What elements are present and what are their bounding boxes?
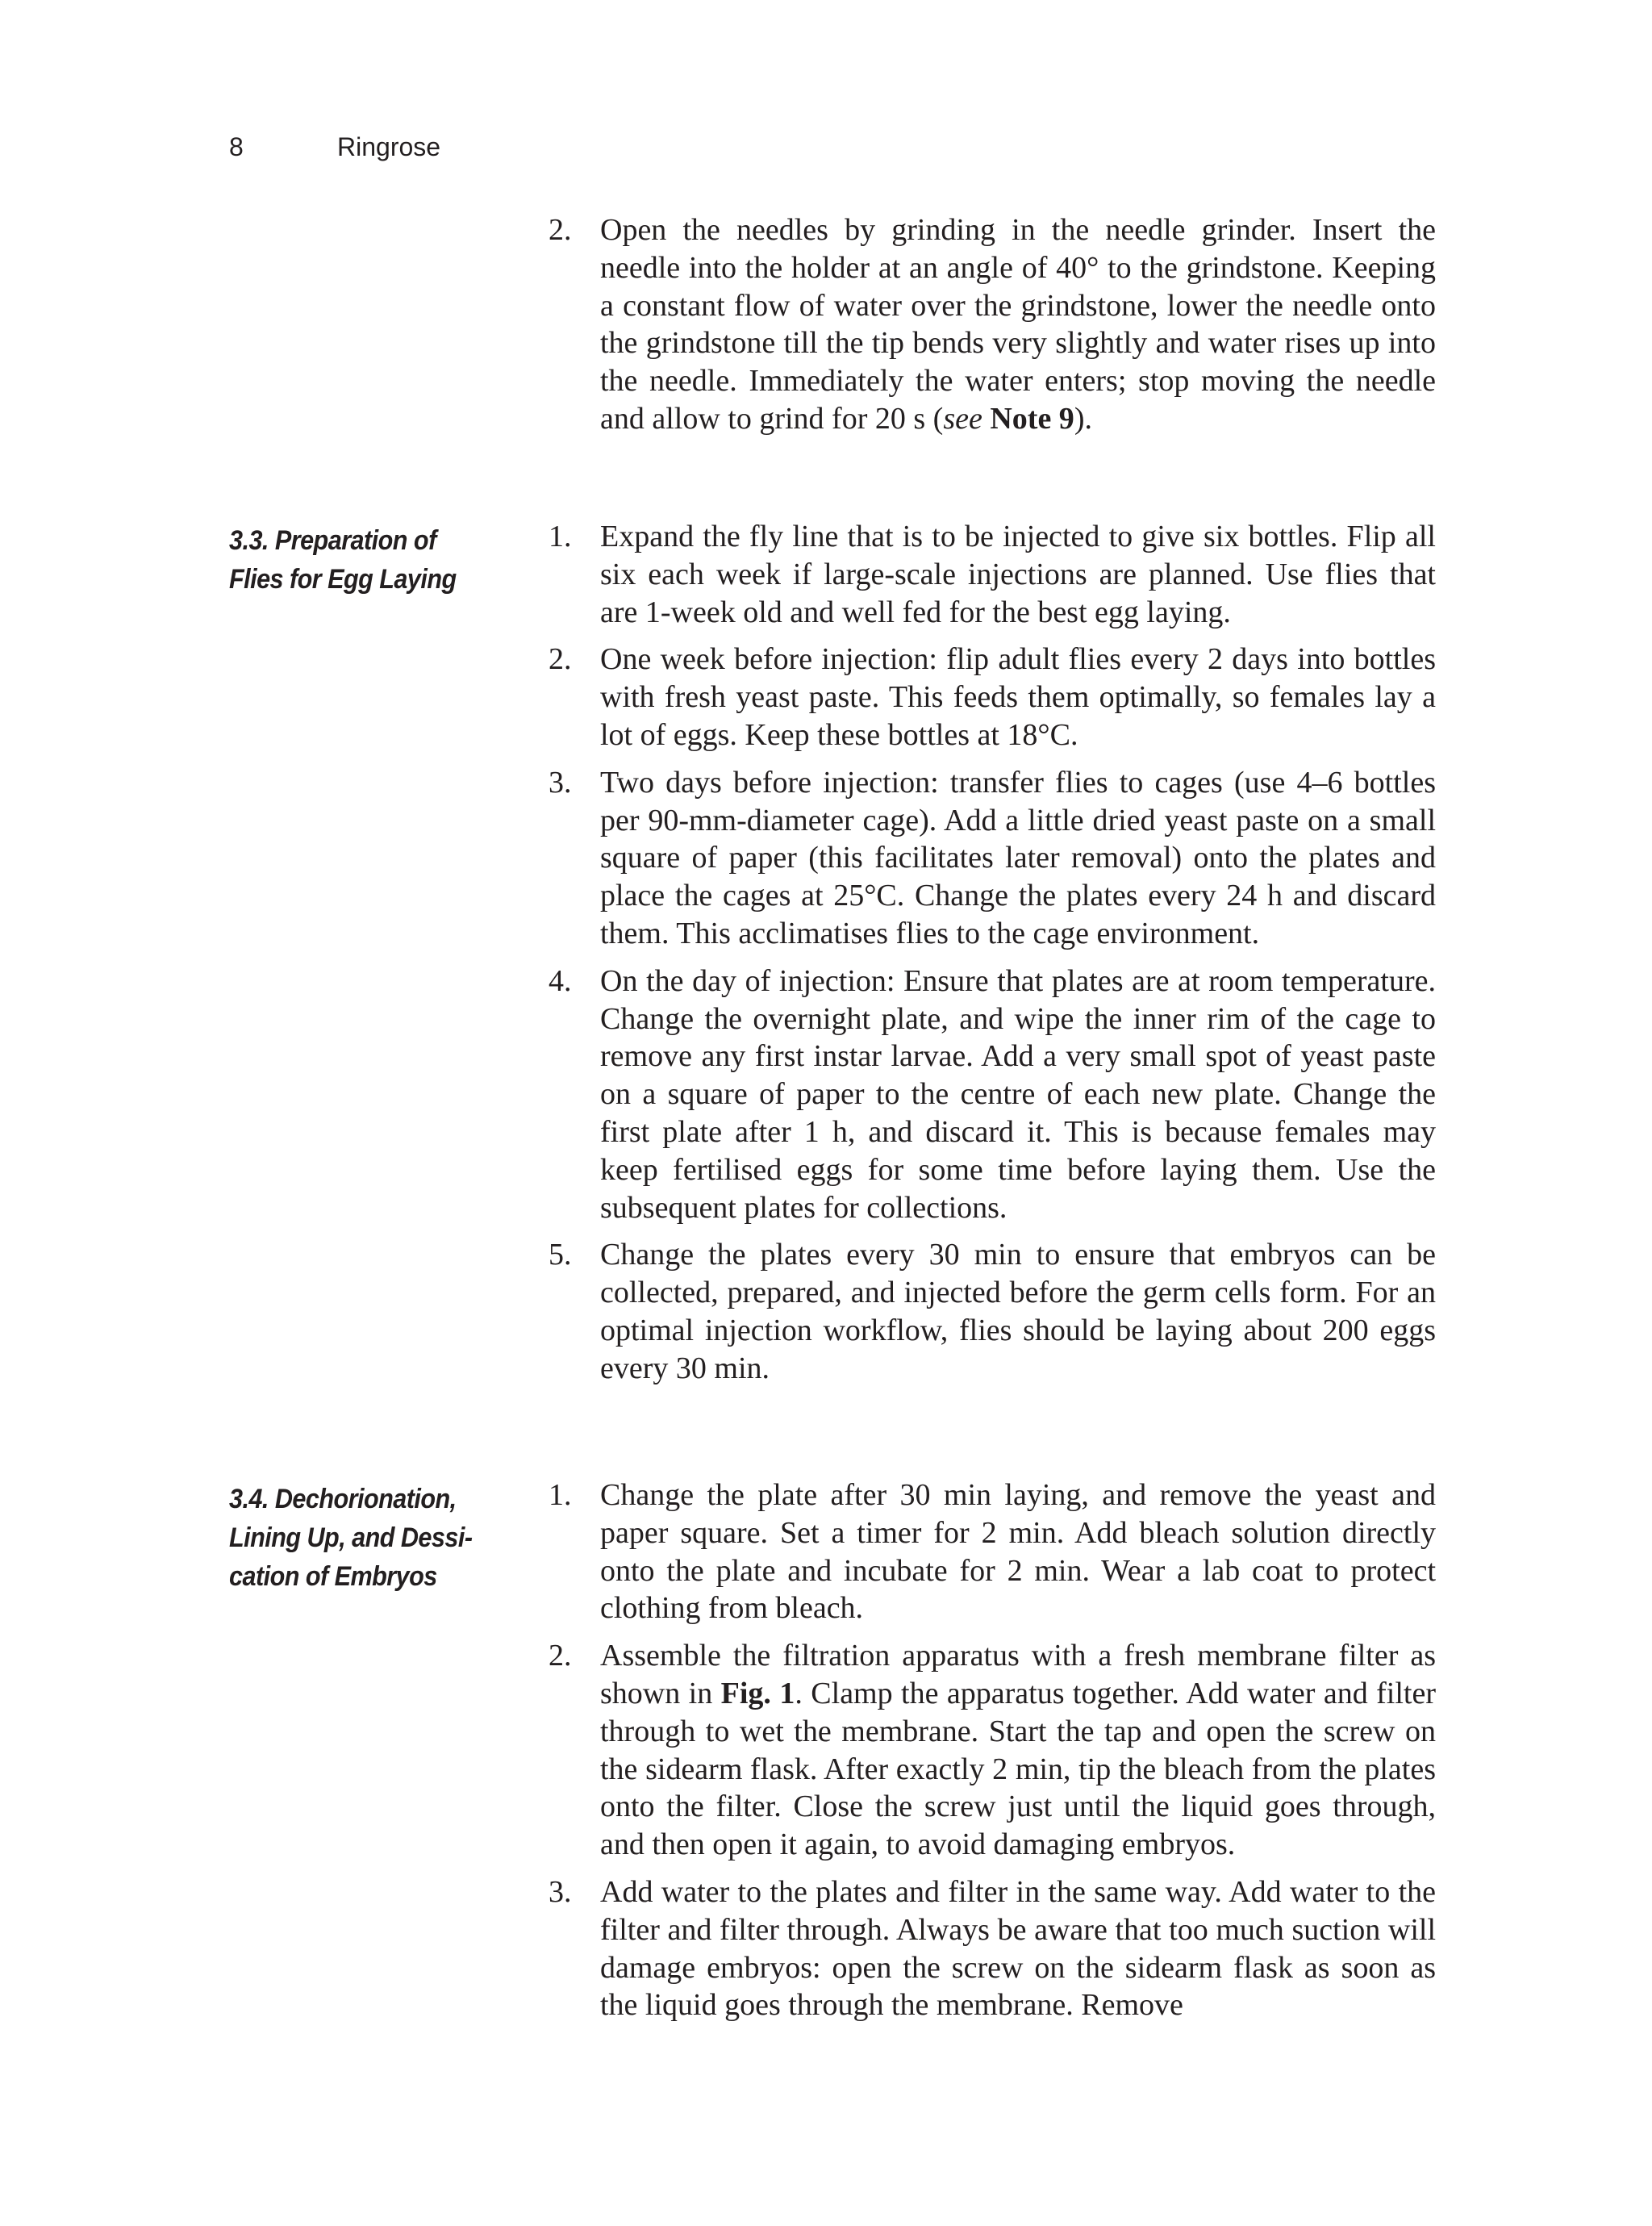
running-head-author: Ringrose (337, 132, 441, 161)
section-heading-3-3: 3.3. Preparation of Flies for Egg Laying (229, 525, 457, 595)
item-text: Two days before injection: transfer flies to cages (use 4–6 bottles per 90-mm-diameter cage). Add a little dried yeast paste on a small square of paper (this facilitates later removal) onto the plates and place the cages at 25°C. Change the plates every 24 h and discard them. This acclimatises flies to the cage environment. (600, 765, 1436, 950)
list-item (549, 1476, 1436, 1627)
list-item (549, 518, 1436, 631)
item-text: Open the needles by grinding in the needle grinder. Insert the needle into the holder at an angle of 40° to the grindstone. Keeping a constant flow of water over the grindstone, lower the needle onto the grindstone till the tip bends very slightly and water rises up into the needle. Immediately the water enters; stop moving the needle and allow to grind for 20 s (see Note 9). (600, 213, 1436, 436)
section-heading-3-4: 3.4. Dechorionation, Lining Up, and Dessi- cation of Embryos (229, 1484, 473, 1592)
item-text: On the day of injection: Ensure that plates are at room temperature. Change the overnight plate, and wipe the inner rim of the cage to remove any first instar larvae. Add a very small spot of yeast paste on a square of paper to the centre of each new plate. Change the first plate after 1 h, and discard it. This is because females may keep fertilised eggs for some time before laying them. Use the subsequent plates for collections. (600, 963, 1436, 1225)
list-item (549, 1873, 1436, 2024)
item-text: Change the plates every 30 min to ensure that embryos can be collected, prepared, and injected before the germ cells form. For an optimal injection workflow, flies should be laying about 200 eggs every 30 min. (600, 1238, 1436, 1385)
see-reference: see (943, 401, 982, 436)
list-item (549, 1637, 1436, 1864)
item-number: 1. (549, 1478, 572, 1512)
item-text: Expand the fly line that is to be injected to give six bottles. Flip all six each week if large-scale injections are planned. Use flies that are 1-week old and well fed for the best egg laying. (600, 520, 1436, 629)
item-number: 4. (549, 963, 572, 998)
section-3-3-step-list (549, 518, 1436, 1388)
figure-reference: Fig. 1 (720, 1676, 795, 1710)
page-number: 8 (229, 132, 244, 161)
item-text: Assemble the filtration apparatus with a fresh membrane filter as shown in Fig. 1. Clamp the apparatus together. Add water and filter through to wet the membrane. Start the tap and open the screw on the sidearm flask. After exactly 2 min, tip the bleach from the plates onto the filter. Close the screw just until the liquid goes through, and then open it again, to avoid damaging embryos. (600, 1639, 1436, 1862)
item-number: 2. (549, 1639, 572, 1673)
item-number: 5. (549, 1238, 572, 1272)
list-item (549, 1236, 1436, 1387)
item-text: Change the plate after 30 min laying, and remove the yeast and paper square. Set a timer for 2 min. Add bleach solution directly onto the plate and incubate for 2 min. Wear a lab coat to protect clothing from bleach. (600, 1478, 1436, 1626)
continued-step-list (549, 211, 1436, 438)
list-item (549, 764, 1436, 953)
running-head (229, 131, 440, 163)
list-item (549, 641, 1436, 754)
section-3-4-step-list (549, 1476, 1436, 2024)
item-text: Add water to the plates and filter in the same way. Add water to the filter and filter through. Always be aware that too much suction will damage embryos: open the screw on the sidearm flask as soon as the liquid goes through the membrane. Remove (600, 1874, 1436, 2023)
list-item (549, 211, 1436, 438)
item-text: One week before injection: flip adult flies every 2 days into bottles with fresh yeast paste. This feeds them optimally, so females lay a lot of eggs. Keep these bottles at 18°C. (600, 642, 1436, 752)
item-number: 2. (549, 642, 572, 677)
item-number: 3. (549, 1874, 572, 1909)
note-reference: Note 9 (990, 401, 1074, 436)
item-number: 1. (549, 520, 572, 553)
list-item (549, 963, 1436, 1227)
item-number: 3. (549, 765, 572, 800)
item-number: 2. (549, 213, 572, 247)
